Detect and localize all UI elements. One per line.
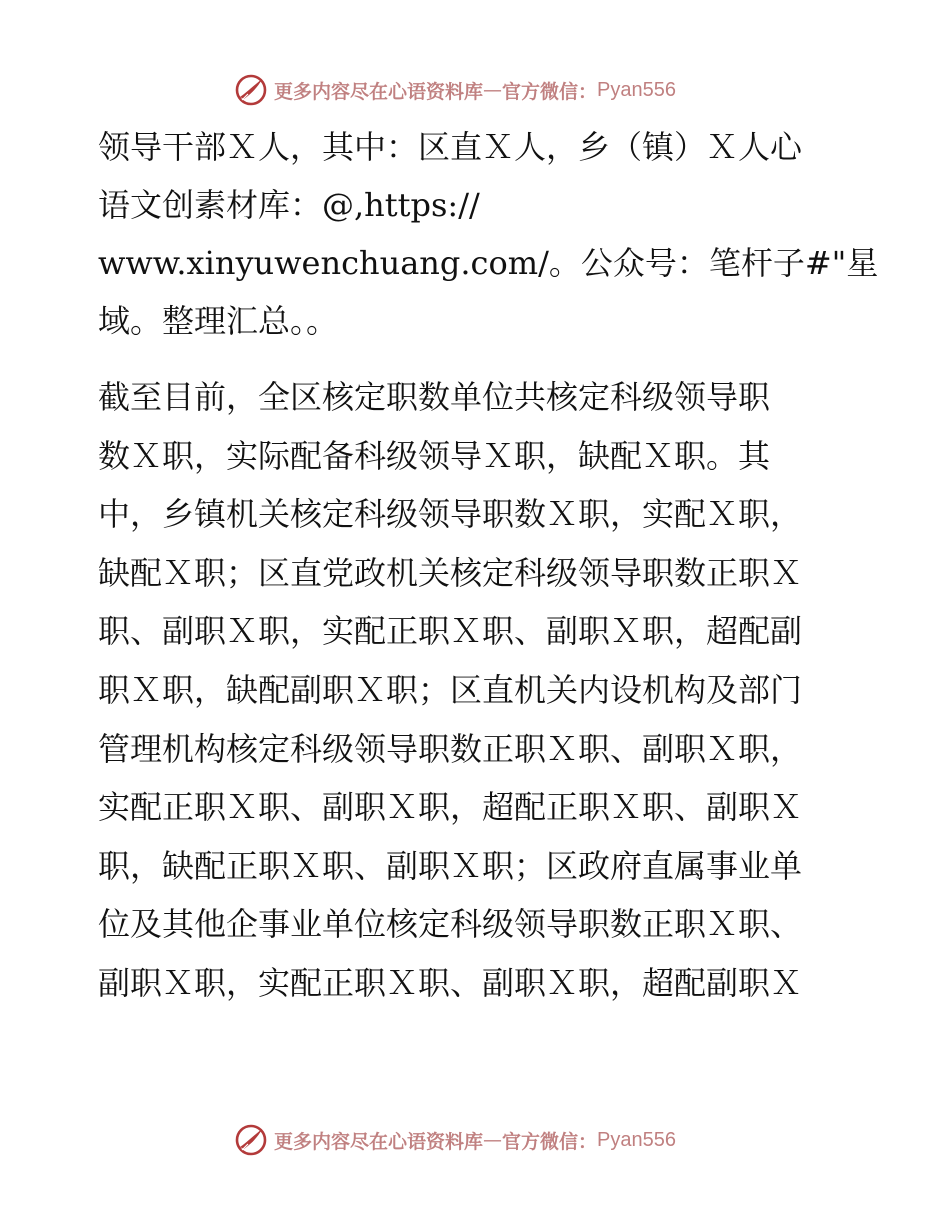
paragraph-1 [98, 118, 879, 350]
paragraph-line: 职Ｘ职，缺配副职Ｘ职；区直机关内设机构及部门 [98, 670, 803, 709]
banner-dash: — [483, 79, 503, 101]
banner-wechat-id: Pyan556 [597, 78, 676, 101]
banner-main-text: 更多内容尽在心语资料库 [274, 1130, 484, 1153]
banner-official-label: 官方微信： [502, 80, 598, 103]
paragraph-line: 职，缺配正职Ｘ职、副职Ｘ职；区政府直属事业单 [98, 846, 803, 885]
paragraph-line: 职、副职Ｘ职，实配正职Ｘ职、副职Ｘ职，超配副 [98, 612, 803, 651]
banner-official-label: 官方微信： [502, 1130, 598, 1153]
header-watermark-banner [234, 72, 676, 108]
quill-pen-logo-icon [234, 73, 268, 107]
paragraph-2 [98, 368, 843, 1013]
banner-dash: — [483, 1129, 503, 1151]
paragraph-line: 领导干部Ｘ人，其中：区直Ｘ人，乡（镇）Ｘ人心 [98, 128, 803, 166]
paragraph-line: 副职Ｘ职，实配正职Ｘ职、副职Ｘ职，超配副职Ｘ [98, 963, 803, 1002]
footer-watermark-banner [234, 1122, 676, 1158]
banner-main-text: 更多内容尽在心语资料库 [274, 80, 484, 103]
paragraph-line: 域。整理汇总。。 [98, 302, 339, 340]
banner-wechat-id: Pyan556 [597, 1128, 676, 1151]
paragraph-line: 缺配Ｘ职；区直党政机关核定科级领导职数正职Ｘ [98, 553, 803, 592]
paragraph-line: 截至目前，全区核定职数单位共核定科级领导职 [98, 378, 771, 416]
paragraph-line: 语文创素材库：@,https:// [98, 186, 480, 224]
paragraph-line: 管理机构核定科级领导职数正职Ｘ职、副职Ｘ职， [98, 729, 803, 768]
paragraph-line: 实配正职Ｘ职、副职Ｘ职，超配正职Ｘ职、副职Ｘ [98, 788, 803, 827]
paragraph-line: 中，乡镇机关核定科级领导职数Ｘ职，实配Ｘ职， [98, 495, 803, 534]
paragraph-line: www.xinyuwenchuang.com/。公众号：笔杆子#"星 [98, 244, 879, 282]
paragraph-line: 位及其他企事业单位核定科级领导职数正职Ｘ职、 [98, 905, 803, 944]
paragraph-line: 数Ｘ职，实际配备科级领导Ｘ职，缺配Ｘ职。其 [98, 436, 771, 475]
quill-pen-logo-icon [234, 1123, 268, 1157]
